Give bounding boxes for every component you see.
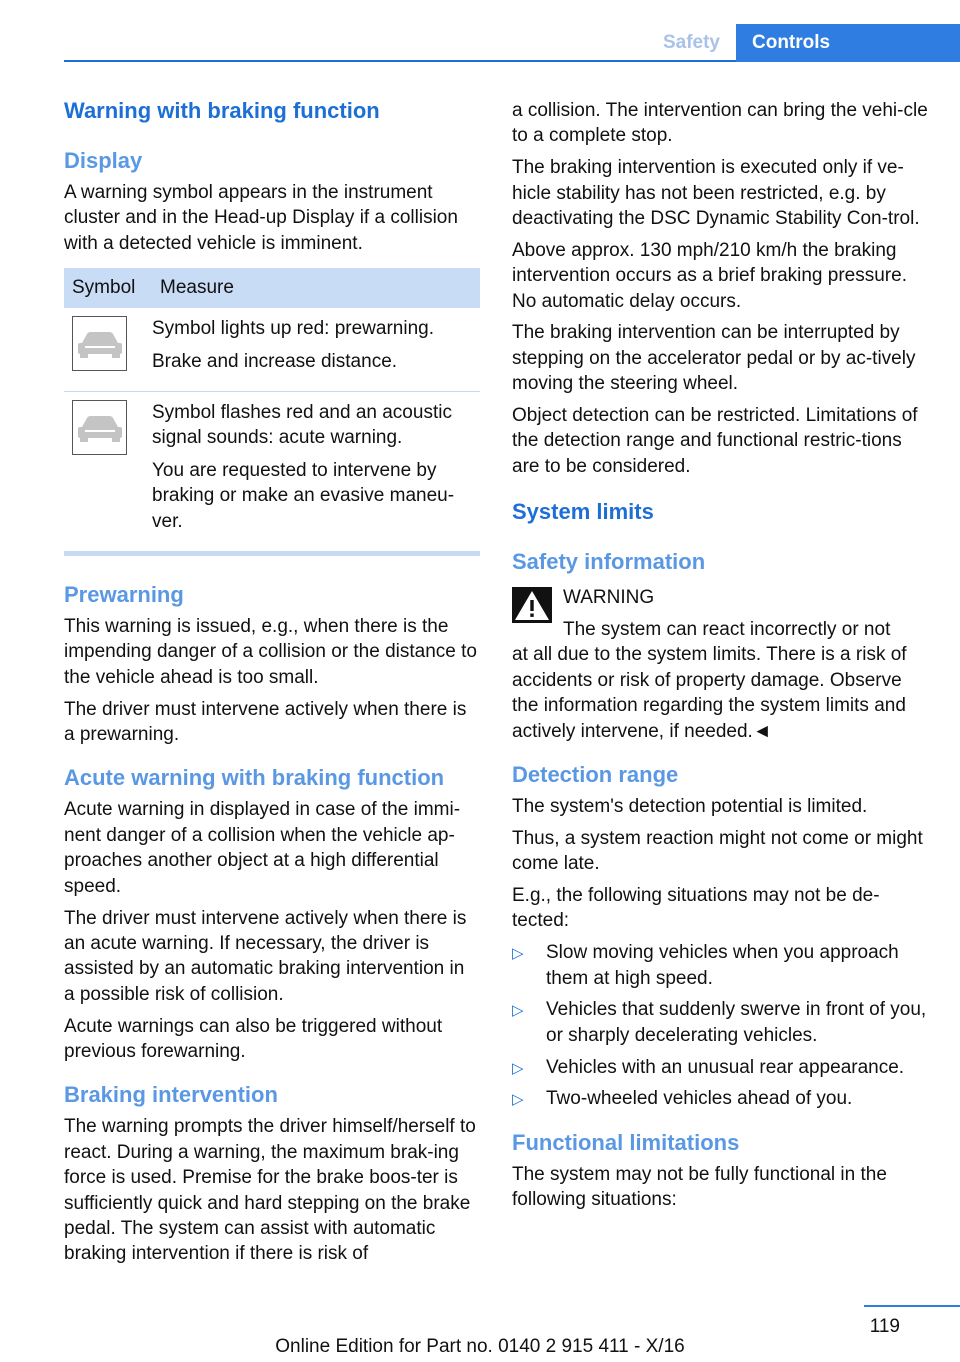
car-warning-icon: [72, 400, 127, 455]
footer-edition: Online Edition for Part no. 0140 2 915 411 - X/16: [275, 1336, 685, 1357]
row2-measure-1: Symbol flashes red and an acoustic signal sounds: acute warning.: [152, 402, 452, 449]
prewarning-paragraph: This warning is issued, e.g., when there is the impending danger of a collision or the distance to the vehicle ahead is too small.: [64, 616, 477, 688]
acute-paragraph: The driver must intervene actively when there is an acute warning. If necessary, the driver is assisted by an automatic braking intervention in a possible risk of collision.: [64, 907, 467, 1005]
table-row: [64, 392, 480, 554]
functional-paragraph: The system may not be fully functional in the following situations:: [512, 1163, 887, 1211]
heading-prewarning: Prewarning: [64, 582, 184, 608]
section-label: Safety: [662, 32, 720, 53]
continued-paragraph: Above approx. 130 mph/210 km/h the braking intervention occurs as a brief braking pressure. No automatic delay occurs.: [512, 239, 907, 312]
warning-title: WARNING: [563, 587, 655, 609]
continued-paragraph: a collision. The intervention can bring the vehi‐cle to a complete stop.: [512, 100, 928, 147]
bullet-triangle-icon: ▷: [512, 945, 524, 963]
bullet-triangle-icon: ▷: [512, 1002, 524, 1020]
list-item: ▷ Slow moving vehicles when you approach them at high speed.: [512, 942, 899, 989]
bullet-triangle-icon: ▷: [512, 1059, 524, 1077]
row1-measure-1: Symbol lights up red: prewarning.: [152, 318, 434, 340]
detection-list: [512, 940, 928, 1112]
symbol-table: [64, 268, 480, 556]
warning-text: at all due to the system limits. There is a risk of accidents or risk of property damage. Observe the information regarding the system limits and actively intervene, if needed.◄: [512, 644, 907, 742]
heading-display: Display: [64, 148, 143, 173]
detection-paragraph: Thus, a system reaction might not come or might come late.: [512, 827, 923, 875]
warning-block: [512, 585, 928, 744]
display-paragraph: A warning symbol appears in the instrument cluster and in the Head-up Display if a collision with a detected vehicle is imminent.: [64, 182, 458, 254]
col-measure-header: Measure: [152, 268, 480, 308]
list-item: ▷ Vehicles with an unusual rear appearance.: [512, 1055, 928, 1080]
heading-functional-limitations: Functional limitations: [512, 1129, 740, 1155]
col-symbol-header: Symbol: [64, 268, 152, 308]
page-number: 119: [869, 1316, 900, 1337]
detection-paragraph: E.g., the following situations may not be de‐tected:: [512, 885, 880, 932]
row1-measure-2: Brake and increase distance.: [152, 350, 398, 372]
bullet-triangle-icon: ▷: [512, 1091, 524, 1109]
list-item: ▷ Two-wheeled vehicles ahead of you.: [512, 1086, 928, 1111]
heading-safety-information: Safety information: [512, 549, 706, 575]
braking-paragraph: The warning prompts the driver himself/herself to react. During a warning, the maximum brak‐ing force is used. Premise for the brake boos‐ter is sufficiently quick and hard stepping on the brake pedal. The system can assist with automatic braking intervention if there is risk of: [64, 1116, 476, 1265]
car-warning-icon: [72, 316, 127, 371]
list-item: ▷ Vehicles that suddenly swerve in front of you, or sharply decelerating vehicles.: [512, 999, 927, 1046]
continued-paragraph: Object detection can be restricted. Limitations of the detection range and functional restric‐tions are to be considered.: [512, 405, 918, 477]
acute-paragraph: Acute warnings can also be triggered without previous forewarning.: [64, 1015, 443, 1062]
table-row: [64, 308, 480, 391]
prewarning-paragraph: The driver must intervene actively when there is a prewarning.: [64, 698, 467, 746]
detection-paragraph: The system's detection potential is limited.: [512, 796, 868, 818]
heading-acute-warning: Acute warning with braking function: [64, 765, 445, 791]
left-column: [64, 98, 480, 1273]
continued-paragraph: The braking intervention is executed only if ve‐hicle stability has not been restricted, e.g. by deactivating the DSC Dynamic Stability Con‐trol.: [512, 157, 920, 230]
heading-warning-braking: Warning with braking function: [64, 98, 380, 123]
heading-braking-intervention: Braking intervention: [64, 1082, 278, 1108]
chapter-tab: Controls: [736, 24, 960, 62]
footer-rule: [864, 1305, 960, 1307]
acute-paragraph: Acute warning in displayed in case of the immi‐nent danger of a collision when the vehicle ap‐proaches another object at a high differential speed.: [64, 799, 461, 897]
warning-text-first: The system can react incorrectly or not: [563, 619, 891, 641]
row2-measure-2: You are requested to intervene by braking or make an evasive maneu‐ver.: [152, 459, 455, 532]
warning-triangle-icon: [512, 587, 552, 623]
continued-paragraph: The braking intervention can be interrupted by stepping on the accelerator pedal or by ac‐tively moving the steering wheel.: [512, 322, 916, 395]
heading-detection-range: Detection range: [512, 762, 679, 788]
page-header: [64, 24, 960, 62]
heading-system-limits: System limits: [512, 499, 654, 525]
right-column: [512, 98, 928, 1219]
